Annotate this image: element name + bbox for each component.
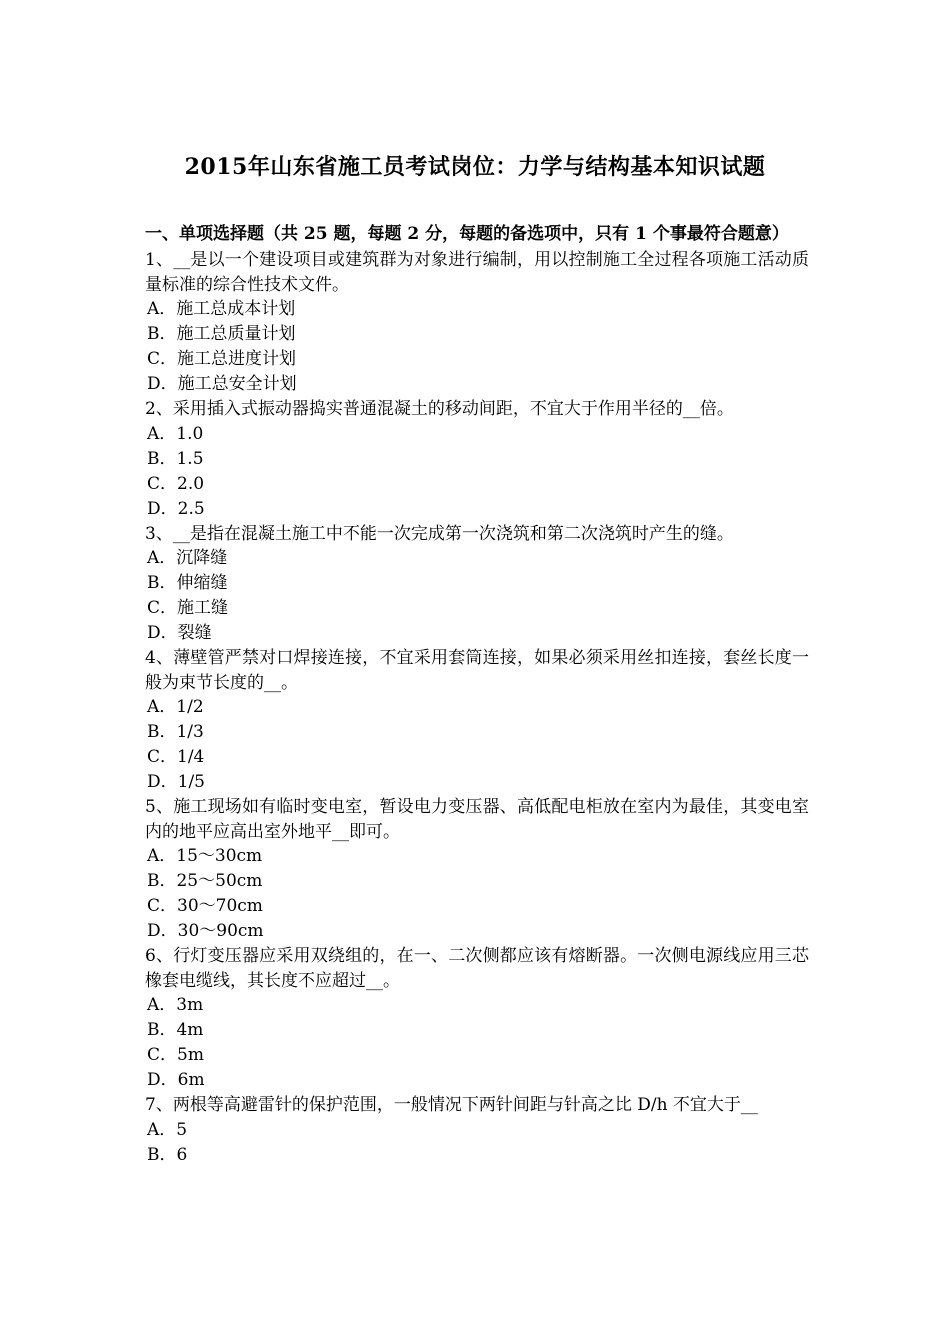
question-option: B．施工总质量计划: [147, 324, 296, 344]
question-option: A．15～30cm: [147, 846, 263, 866]
question-option: D．施工总安全计划: [147, 374, 297, 394]
question-block: [145, 397, 809, 522]
question-option: B．4m: [147, 1020, 204, 1040]
question-option: D．2.5: [147, 498, 205, 519]
document-title: 2015年山东省施工员考试岗位：力学与结构基本知识试题: [184, 154, 766, 180]
question-option: A．1/2: [147, 697, 204, 717]
question-option: C．2.0: [147, 473, 205, 494]
question-option: D．30～90cm: [147, 921, 264, 941]
question-option: D．裂缝: [147, 623, 212, 643]
question-option: C．5m: [147, 1045, 204, 1065]
question-block: [145, 522, 809, 647]
question-option: A．5: [147, 1119, 188, 1140]
question-block: [145, 795, 809, 944]
question-stem: 5、施工现场如有临时变电室，暂设电力变压器、高低配电柜放在室内为最佳，其变电室内的地平应高出室外地平__即可。: [145, 797, 809, 842]
document-body: [145, 222, 809, 1168]
question-option: C．1/4: [147, 747, 205, 767]
question-stem: 7、两根等高避雷针的保护范围，一般情况下两针间距与针高之比 D/h 不宜大于__: [145, 1095, 758, 1115]
question-option: A．3m: [147, 995, 204, 1015]
question-option: C．施工缝: [147, 598, 229, 618]
question-stem: 3、__是指在混凝土施工中不能一次完成第一次浇筑和第二次浇筑时产生的缝。: [145, 523, 734, 544]
question-stem: 2、采用插入式振动器捣实普通混凝土的移动间距，不宜大于作用半径的__倍。: [145, 399, 734, 419]
question-option: A．沉降缝: [147, 548, 228, 568]
question-stem: 4、薄壁管严禁对口焊接连接，不宜采用套筒连接，如果必须采用丝扣连接，套丝长度一般为束节长度的__。: [145, 648, 809, 693]
question-stem: 1、__是以一个建设项目或建筑群为对象进行编制，用以控制施工全过程各项施工活动质量标准的综合性技术文件。: [145, 250, 809, 295]
question-option: C．30～70cm: [147, 896, 263, 916]
question-option: D．6m: [147, 1070, 205, 1090]
question-block: [145, 646, 809, 795]
question-option: B．1/3: [147, 722, 204, 742]
question-option: B．25～50cm: [147, 871, 263, 891]
question-option: A．1.0: [147, 423, 204, 444]
section-heading: 一、单项选择题（共 25 题，每题 2 分，每题的备选项中，只有 1 个事最符合题意）: [145, 224, 789, 244]
question-option: B．6: [147, 1144, 188, 1165]
question-option: D．1/5: [147, 772, 205, 792]
question-block: [145, 1093, 809, 1168]
question-block: [145, 248, 809, 397]
question-option: B．伸缩缝: [147, 573, 228, 593]
question-option: C．施工总进度计划: [147, 349, 297, 369]
question-block: [145, 944, 809, 1093]
question-stem: 6、行灯变压器应采用双绕组的，在一、二次侧都应该有熔断器。一次侧电源线应用三芯橡套电缆线，其长度不应超过__。: [145, 946, 809, 991]
question-option: A．施工总成本计划: [147, 299, 296, 319]
question-option: B．1.5: [147, 448, 204, 469]
